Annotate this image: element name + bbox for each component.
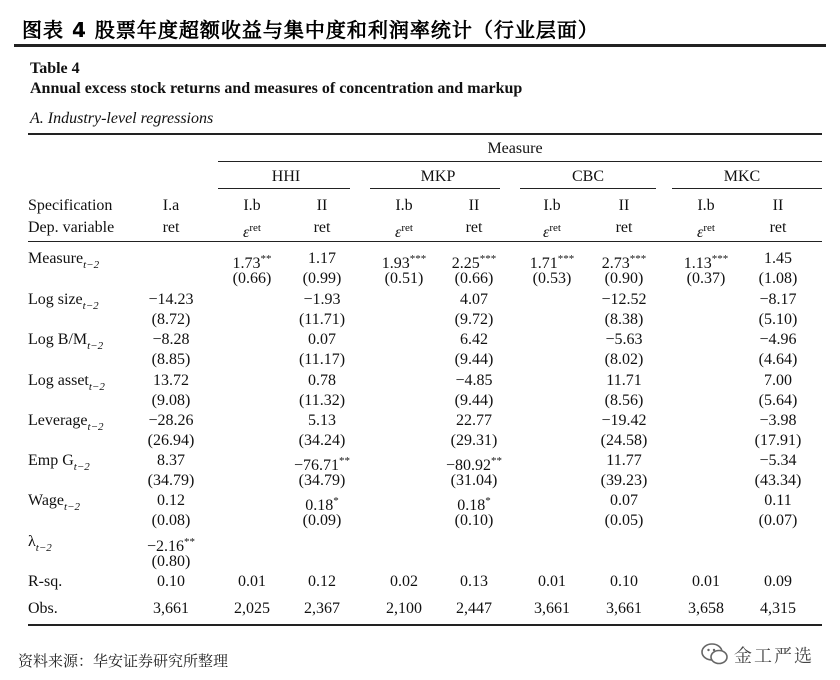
coef-cell: −5.34: [759, 452, 797, 469]
rsq-cell: 0.02: [390, 573, 418, 590]
row-label: Wage$_{t-2}$: [28, 492, 81, 513]
se-cell: (31.04): [450, 472, 498, 489]
se-cell: (4.64): [758, 351, 798, 368]
se-cell: (8.38): [604, 311, 644, 328]
se-cell: (11.17): [298, 351, 346, 368]
row-label: Log size$_{t-2}$: [28, 291, 99, 312]
col-spec: II: [772, 197, 784, 214]
obs-cell: 3,658: [688, 600, 724, 617]
se-cell: (0.53): [532, 270, 572, 287]
coef-cell: 2.73***: [601, 253, 647, 272]
se-cell: (8.72): [151, 311, 191, 328]
col-dep: $\varepsilon^{ret}$: [395, 222, 413, 241]
se-cell: (34.24): [298, 432, 346, 449]
rsq-cell: 0.01: [538, 573, 566, 590]
col-dep: ret: [465, 219, 483, 236]
coef-cell: 0.07: [610, 492, 638, 509]
coef-cell: −2.16**: [146, 536, 196, 555]
coef-cell: −19.42: [601, 412, 647, 429]
se-cell: (0.66): [232, 270, 272, 287]
se-cell: (0.07): [758, 512, 798, 529]
se-cell: (43.34): [754, 472, 802, 489]
obs-cell: 3,661: [153, 600, 189, 617]
col-dep: ret: [162, 219, 180, 236]
obs-cell: 2,100: [386, 600, 422, 617]
coef-cell: 1.71***: [529, 253, 575, 272]
row-label: Log $B/M_{t-2}$: [28, 331, 104, 352]
group-header-mkc: MKC: [723, 168, 761, 185]
table-top-rule: [28, 133, 822, 135]
table-bottom-rule: [28, 624, 822, 626]
se-cell: (8.85): [151, 351, 191, 368]
group-header-mkp: MKP: [420, 168, 456, 185]
se-cell: (29.31): [450, 432, 498, 449]
coef-cell: 5.13: [308, 412, 336, 429]
obs-cell: 2,025: [234, 600, 270, 617]
coef-cell: 0.12: [157, 492, 185, 509]
spec-label: Specification: [28, 197, 113, 214]
col-spec: II: [618, 197, 630, 214]
header-rule: [28, 241, 822, 242]
se-cell: (9.08): [151, 392, 191, 409]
col-dep: ret: [313, 219, 331, 236]
rsq-cell: 0.13: [460, 573, 488, 590]
coef-cell: 11.77: [606, 452, 642, 469]
se-cell: (17.91): [754, 432, 802, 449]
measure-header: Measure: [487, 140, 543, 157]
obs-cell: 3,661: [534, 600, 570, 617]
coef-cell: 4.07: [460, 291, 488, 308]
row-label: Emp $G_{t-2}$: [28, 452, 90, 473]
coef-cell: 2.25***: [451, 253, 497, 272]
se-cell: (8.56): [604, 392, 644, 409]
se-cell: (9.44): [454, 392, 494, 409]
coef-cell: 13.72: [153, 372, 189, 389]
coef-cell: −28.26: [148, 412, 194, 429]
rsq-cell: 0.12: [308, 573, 336, 590]
table-caption: Annual excess stock returns and measures of concentration and markup: [30, 80, 523, 97]
coef-cell: −8.28: [152, 331, 190, 348]
se-cell: (24.58): [600, 432, 648, 449]
coef-cell: 1.13***: [683, 253, 729, 272]
col-spec: I.a: [162, 197, 180, 214]
coef-cell: −4.85: [455, 372, 493, 389]
col-spec: II: [316, 197, 328, 214]
se-cell: (0.90): [604, 270, 644, 287]
col-spec: I.b: [243, 197, 261, 214]
coef-cell: −8.17: [759, 291, 797, 308]
se-cell: (34.79): [298, 472, 346, 489]
row-label: Measure$_{t-2}$: [28, 250, 100, 271]
se-cell: (5.10): [758, 311, 798, 328]
coef-cell: −1.93: [303, 291, 341, 308]
coef-cell: −3.98: [759, 412, 797, 429]
group-rule-mkc: [672, 188, 822, 189]
se-cell: (0.08): [151, 512, 191, 529]
se-cell: (5.64): [758, 392, 798, 409]
coef-cell: −76.71**: [293, 455, 351, 474]
row-label: Leverage$_{t-2}$: [28, 412, 104, 433]
col-dep: $\varepsilon^{ret}$: [243, 222, 261, 241]
col-dep: ret: [769, 219, 787, 236]
coef-cell: 1.73**: [232, 253, 272, 272]
table-label: Table 4: [30, 60, 80, 77]
group-rule-cbc: [520, 188, 656, 189]
coef-cell: −12.52: [601, 291, 647, 308]
header-rule: [14, 44, 826, 47]
col-dep: $\varepsilon^{ret}$: [697, 222, 715, 241]
rsq-cell: 0.10: [157, 573, 185, 590]
panel-label: A. Industry-level regressions: [30, 110, 214, 127]
se-cell: (0.51): [384, 270, 424, 287]
obs-label: Obs.: [28, 600, 58, 617]
coef-cell: 1.17: [308, 250, 336, 267]
obs-cell: 3,661: [606, 600, 642, 617]
watermark-text: 金工严选: [734, 646, 814, 667]
col-spec: I.b: [395, 197, 413, 214]
coef-cell: 0.18*: [305, 495, 339, 514]
group-header-cbc: CBC: [571, 168, 605, 185]
group-rule-mkp: [370, 188, 500, 189]
se-cell: (9.72): [454, 311, 494, 328]
se-cell: (0.66): [454, 270, 494, 287]
coef-cell: 1.93***: [381, 253, 427, 272]
coef-cell: 0.07: [308, 331, 336, 348]
coef-cell: −14.23: [148, 291, 194, 308]
row-label: $\lambda_{t-2}$: [28, 533, 52, 554]
coef-cell: 7.00: [764, 372, 792, 389]
col-dep: ret: [615, 219, 633, 236]
se-cell: (0.37): [686, 270, 726, 287]
rsq-cell: 0.01: [238, 573, 266, 590]
col-spec: II: [468, 197, 480, 214]
obs-cell: 4,315: [760, 600, 796, 617]
se-cell: (0.10): [454, 512, 494, 529]
se-cell: (11.71): [298, 311, 346, 328]
coef-cell: 0.78: [308, 372, 336, 389]
coef-cell: −5.63: [605, 331, 643, 348]
measure-rule: [218, 161, 822, 162]
col-dep: $\varepsilon^{ret}$: [543, 222, 561, 241]
se-cell: (1.08): [758, 270, 798, 287]
watermark: [700, 638, 820, 668]
obs-cell: 2,367: [304, 600, 340, 617]
se-cell: (0.09): [302, 512, 342, 529]
col-spec: I.b: [697, 197, 715, 214]
se-cell: (9.44): [454, 351, 494, 368]
se-cell: (39.23): [600, 472, 648, 489]
coef-cell: 0.11: [764, 492, 792, 509]
coef-cell: 11.71: [606, 372, 642, 389]
figure-title: 图表 4 股票年度超额收益与集中度和利润率统计（行业层面）: [22, 18, 599, 42]
coef-cell: 0.18*: [457, 495, 491, 514]
coef-cell: 6.42: [460, 331, 488, 348]
coef-cell: 1.45: [764, 250, 792, 267]
wechat-icon: [700, 642, 730, 666]
rsq-cell: 0.09: [764, 573, 792, 590]
se-cell: (0.99): [302, 270, 342, 287]
source-note: 资料来源：华安证券研究所整理: [18, 652, 229, 670]
rsq-cell: 0.10: [610, 573, 638, 590]
coef-cell: −80.92**: [445, 455, 503, 474]
coef-cell: 22.77: [456, 412, 492, 429]
obs-cell: 2,447: [456, 600, 492, 617]
col-spec: I.b: [543, 197, 561, 214]
se-cell: (0.05): [604, 512, 644, 529]
coef-cell: 8.37: [157, 452, 185, 469]
se-cell: (34.79): [147, 472, 195, 489]
coef-cell: −4.96: [759, 331, 797, 348]
se-cell: (26.94): [147, 432, 195, 449]
group-rule-hhi: [218, 188, 350, 189]
group-header-hhi: HHI: [271, 168, 301, 185]
se-cell: (11.32): [298, 392, 346, 409]
se-cell: (0.80): [151, 553, 191, 570]
rsq-label: R-sq.: [28, 573, 63, 590]
rsq-cell: 0.01: [692, 573, 720, 590]
figure-header: [0, 0, 840, 46]
se-cell: (8.02): [604, 351, 644, 368]
row-label: Log asset$_{t-2}$: [28, 372, 105, 393]
dep-label: Dep. variable: [28, 219, 115, 236]
